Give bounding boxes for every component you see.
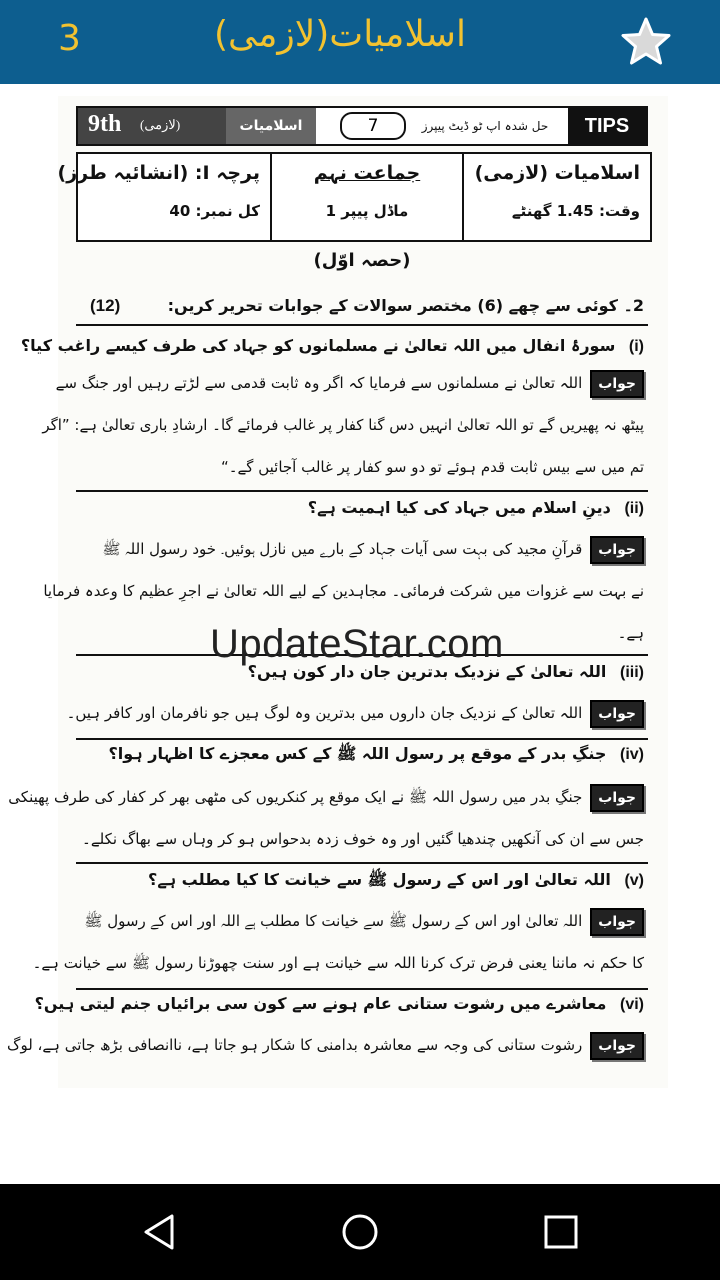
answer-line: جس سے ان کی آنکھیں چندھیا گئیں اور وہ خوف زدہ بدحواس ہو کر وہاں سے بھاگ نکلے۔ [82, 830, 644, 848]
question-number: (iv) [620, 746, 644, 763]
answer-line: قرآنِ مجید کی بہت سی آیات جہاد کے بارے میں نازل ہوئیں۔ خود رسول اللہ ﷺ [102, 540, 583, 558]
answer-line: کا حکم نہ ماننا یعنی فرض ترک کرنا اللہ سے خیانت ہے اور سنت چھوڑنا رسول ﷺ سے خیانت ہے۔ [32, 954, 644, 972]
answer-block [42, 362, 644, 488]
divider [76, 988, 648, 990]
answer-line: رشوت ستانی کی وجہ سے معاشرہ بدامنی کا شکار ہو جاتا ہے، ناانصافی بڑھ جاتی ہے، لوگ [7, 1036, 583, 1054]
answer-tag: جواب [590, 1032, 644, 1060]
answer-block [32, 900, 644, 984]
page-indicator: 7 [340, 112, 406, 140]
info-class-cell [270, 154, 462, 240]
answer-tag: جواب [590, 700, 644, 728]
question-text: دینِ اسلام میں جہاد کی کیا اہمیت ہے؟ [307, 498, 611, 517]
question-item [78, 498, 644, 518]
question-number: (v) [624, 872, 644, 889]
divider [76, 490, 648, 492]
grade-label [78, 108, 226, 144]
question-item [34, 994, 644, 1014]
section-title: (حصہ اوّل) [313, 250, 411, 271]
question-header [78, 294, 646, 324]
question-text: جنگِ بدر کے موقع پر رسول اللہ ﷺ کے کس معجزے کا اظہار ہوا؟ [108, 744, 607, 763]
answer-tag: جواب [590, 908, 644, 936]
navigation-bar [0, 1184, 720, 1280]
question-item [20, 336, 644, 356]
info-total-marks: کل نمبر: 40 [169, 202, 260, 220]
question-marks: (12) [90, 296, 121, 315]
answer-line: پیٹھ نہ پھیریں گے تو اللہ تعالیٰ انہیں دس گنا کفار پر غالب فرمائے گا۔ ارشادِ باری تعالیٰ ہے: ”اگر [42, 416, 644, 434]
question-text: اللہ تعالیٰ کے نزدیک بدترین جان دار کون ہیں؟ [247, 662, 607, 681]
question-number: (i) [628, 338, 644, 355]
question-text: اللہ تعالیٰ اور اس کے رسول ﷺ سے خیانت کا کیا مطلب ہے؟ [148, 870, 611, 889]
answer-block [66, 692, 644, 734]
back-icon[interactable] [140, 1212, 180, 1252]
home-icon[interactable] [340, 1212, 380, 1252]
answer-tag: جواب [590, 536, 644, 564]
answer-line: ہے۔ [617, 624, 644, 642]
recents-icon[interactable] [541, 1212, 581, 1252]
answer-tag: جواب [590, 370, 644, 398]
answer-line: نے بہت سے غزوات میں شرکت فرمائی۔ مجاہدین کے لیے اللہ تعالیٰ نے اجرِ عظیم کا وعدہ فرمایا [43, 582, 644, 600]
page-number: 3 [58, 18, 81, 59]
subject-label: اسلامیات [226, 108, 316, 144]
question-item [78, 744, 644, 767]
question-text: سورۂ انفال میں اللہ تعالیٰ نے مسلمانوں کو جہاد کی طرف کیسے راغب کیا؟ [20, 336, 616, 355]
info-class: جماعت نہم [313, 162, 421, 184]
answer-line: اللہ تعالیٰ اور اس کے رسول ﷺ سے خیانت کا مطلب ہے اللہ اور اس کے رسول ﷺ [84, 912, 583, 930]
question-header-text: 2۔ کوئی سے چھے (6) مختصر سوالات کے جوابات تحریر کریں: [167, 296, 644, 315]
info-subject-cell [462, 154, 650, 240]
question-number: (vi) [620, 996, 644, 1013]
brand-logo: TIPS [568, 108, 646, 144]
question-number: (ii) [624, 500, 644, 517]
answer-block [7, 1024, 644, 1066]
question-item [78, 870, 644, 893]
grade-text: 9th [88, 111, 122, 137]
tagline: حل شدہ اپ ٹو ڈیٹ پیپرز [421, 119, 549, 133]
question-text: معاشرے میں رشوت ستانی عام ہونے سے کون سی برائیاں جنم لیتی ہیں؟ [34, 994, 607, 1013]
info-subject: اسلامیات (لازمی) [474, 162, 640, 184]
app-bar [0, 0, 720, 84]
info-time: وقت: 1.45 گھنٹے [511, 202, 640, 220]
answer-line: تم میں سے بیس ثابت قدم ہوئے تو دو سو کفار پر غالب آجائیں گے۔“ [220, 458, 644, 476]
exam-info-table [57, 152, 652, 242]
info-paper-cell [57, 154, 270, 240]
divider [76, 862, 648, 864]
answer-line: اللہ تعالیٰ کے نزدیک جان داروں میں بدترین وہ لوگ ہیں جو نافرمان اور کافر ہیں۔ [66, 704, 583, 722]
answer-line: اللہ تعالیٰ نے مسلمانوں سے فرمایا کہ اگر وہ ثابت قدمی سے لڑتے رہیں اور جنگ سے [55, 374, 583, 392]
info-paper-part: پرچہ I: (انشائیہ طرز) [57, 162, 260, 184]
question-number: (iii) [620, 664, 644, 681]
answer-line: جنگِ بدر میں رسول اللہ ﷺ نے ایک موقع پر کنکریوں کی مٹھی بھر کر کفار کی طرف پھینکی [8, 788, 583, 806]
star-icon[interactable] [618, 14, 674, 70]
page-header-strip [76, 106, 648, 146]
answer-tag: جواب [590, 784, 644, 812]
watermark: UpdateStar.com [210, 622, 504, 666]
app-title: اسلامیات(لازمی) [214, 14, 466, 55]
divider [76, 324, 648, 326]
divider [76, 738, 648, 740]
grade-note: (لازمی) [140, 117, 181, 132]
answer-block [8, 776, 644, 860]
info-paper: ماڈل پیپر 1 [325, 202, 409, 220]
